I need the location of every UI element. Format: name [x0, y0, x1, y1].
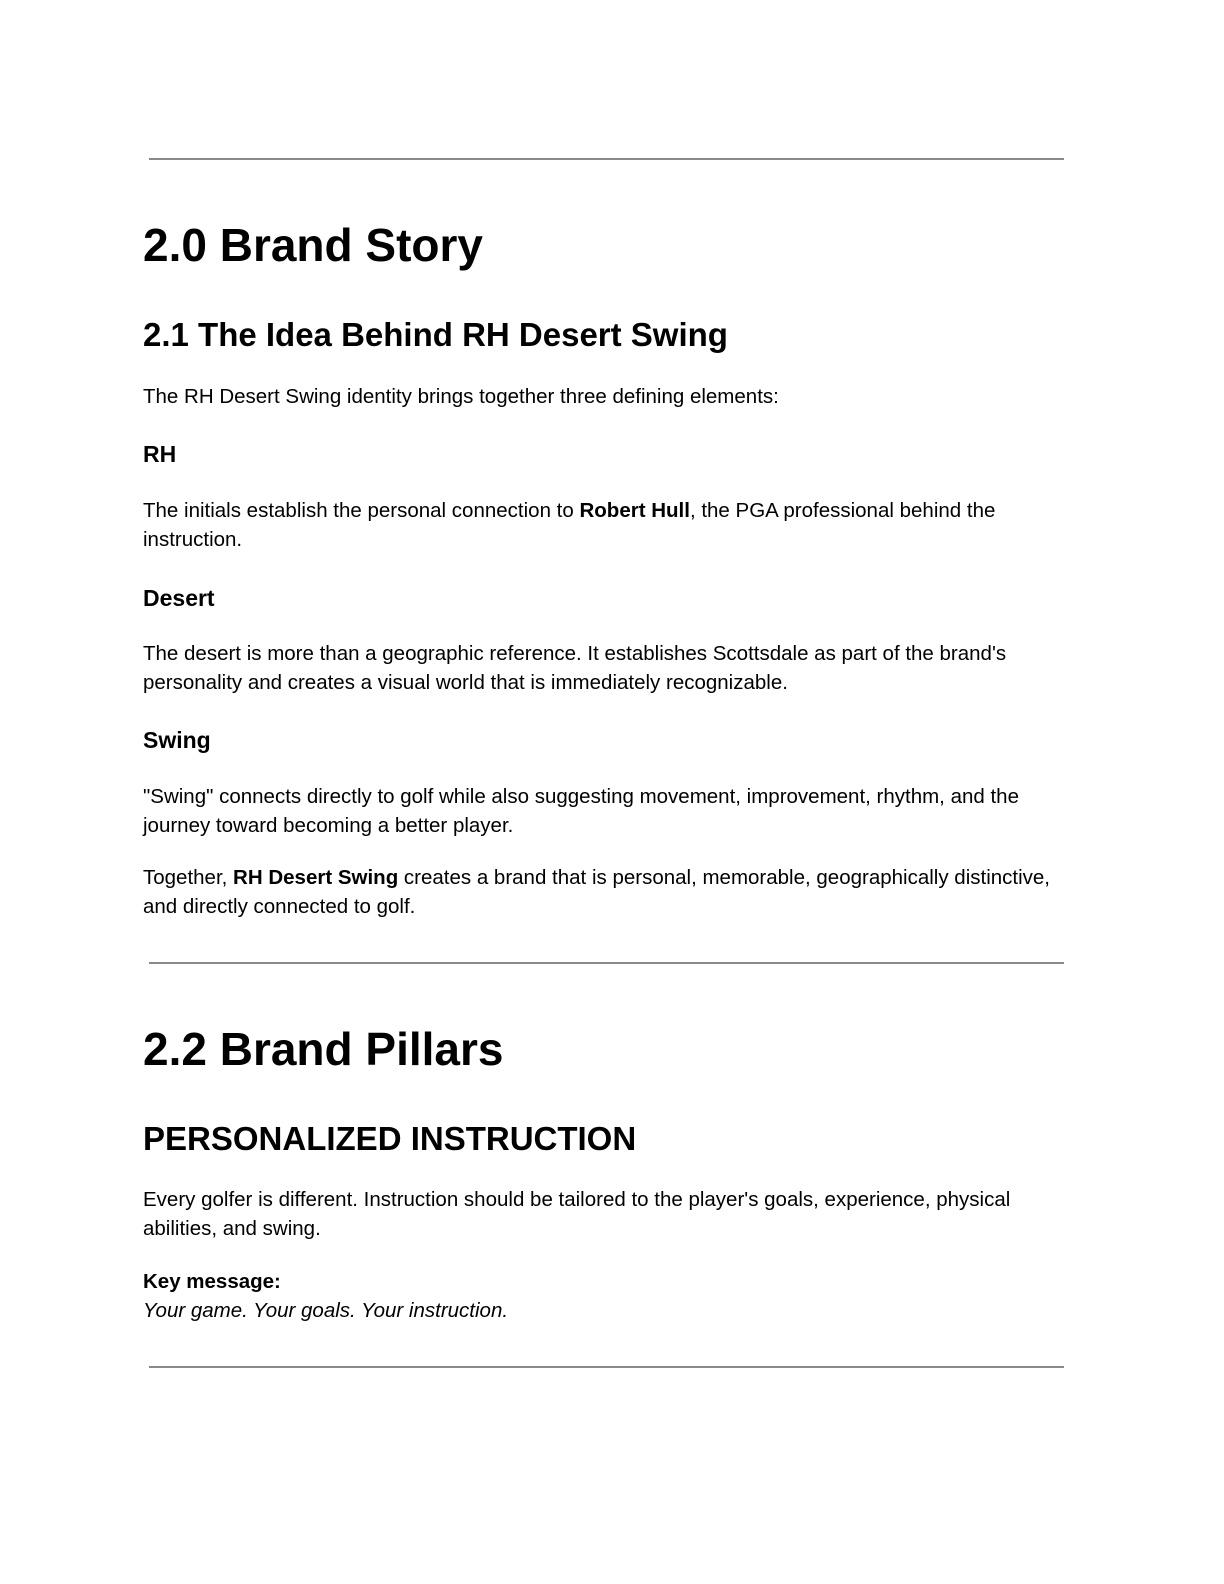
- divider-top: [149, 158, 1064, 160]
- together-text-bold: RH Desert Swing: [233, 866, 399, 889]
- divider-bottom: [149, 1366, 1064, 1368]
- heading-swing: Swing: [143, 727, 211, 753]
- heading-rh: RH: [143, 441, 177, 467]
- section-title-brand-story: 2.0 Brand Story: [143, 219, 483, 271]
- rh-text-before: The initials establish the personal connection to: [143, 499, 580, 522]
- together-text-after: creates a brand that is personal, memorable, geographically distinctive, and directly connected to golf.: [143, 866, 1051, 918]
- key-message-text: Your game. Your goals. Your instruction.: [143, 1299, 509, 1322]
- swing-paragraph: "Swing" connects directly to golf while also suggesting movement, improvement, rhythm, and the journey toward becoming a better player.: [143, 785, 1019, 837]
- subsection-title-idea: 2.1 The Idea Behind RH Desert Swing: [143, 316, 728, 353]
- together-paragraph: [143, 863, 1073, 921]
- intro-paragraph: The RH Desert Swing identity brings together three defining elements:: [143, 385, 779, 408]
- pillar-heading: PERSONALIZED INSTRUCTION: [143, 1120, 637, 1157]
- desert-paragraph: The desert is more than a geographic reference. It establishes Scottsdale as part of the brand's personality and creates a visual world that is immediately recognizable.: [143, 642, 1007, 694]
- key-message-label: Key message:: [143, 1270, 281, 1293]
- rh-text-bold: Robert Hull: [579, 499, 690, 522]
- rh-paragraph: [143, 496, 1073, 554]
- rh-text-after: , the PGA professional behind the instruction.: [143, 499, 996, 551]
- heading-desert: Desert: [143, 585, 215, 611]
- together-text-before: Together,: [143, 866, 234, 889]
- pillar-paragraph: Every golfer is different. Instruction should be tailored to the player's goals, experience, physical abilities, and swing.: [143, 1188, 1011, 1240]
- divider-middle: [149, 962, 1064, 964]
- section-title-brand-pillars: 2.2 Brand Pillars: [143, 1023, 504, 1075]
